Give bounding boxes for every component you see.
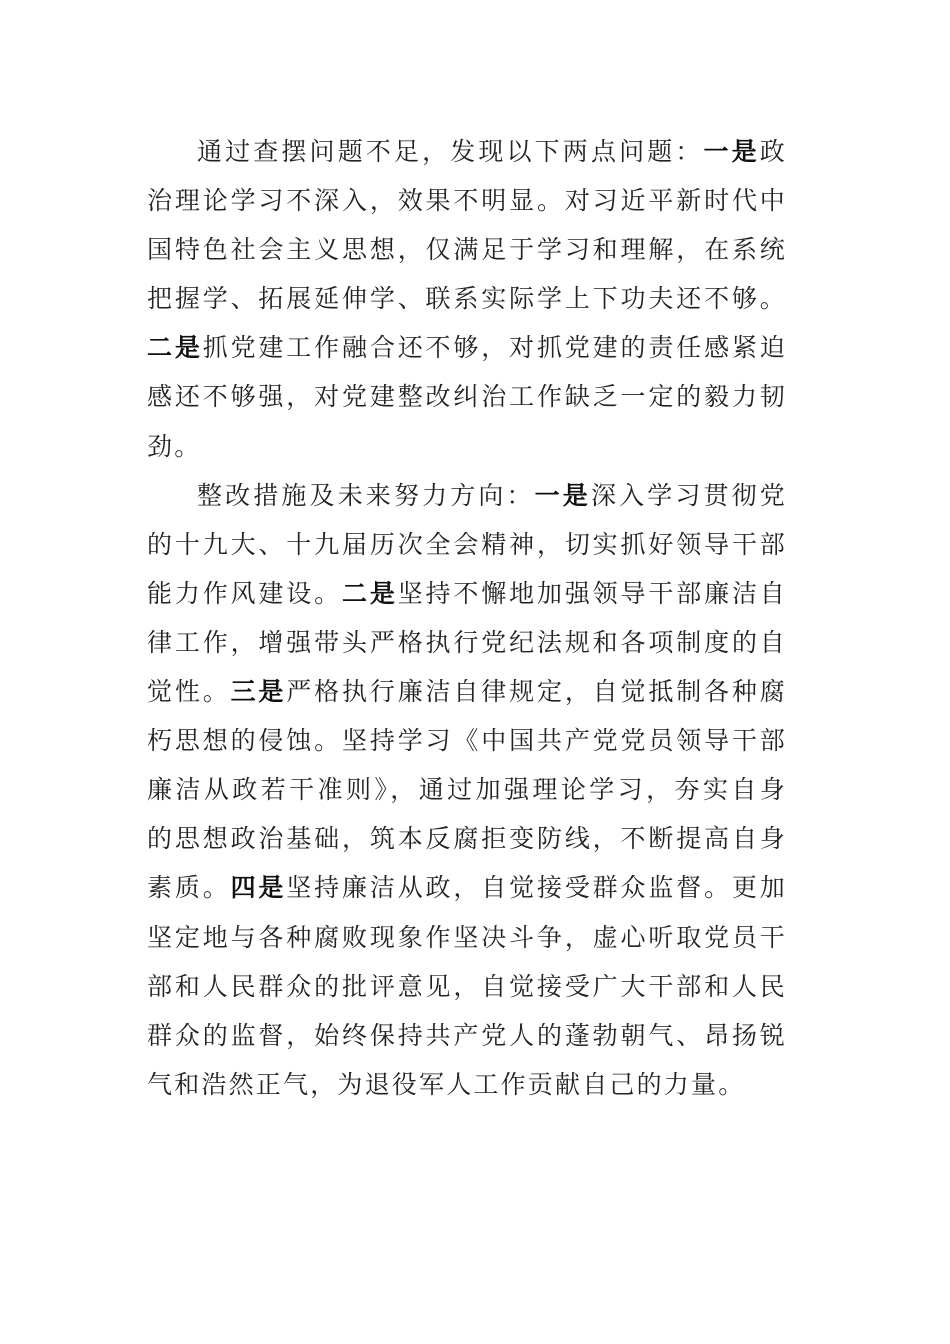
paragraph-problems-intro: 通过查摆问题不足，发现以下两点问题： (197, 137, 704, 166)
paragraph-measures (147, 471, 787, 1109)
paragraph-problems (147, 127, 787, 471)
lead-marker-one: 一是 (703, 137, 760, 166)
document-body (147, 127, 787, 1109)
paragraph-measures-intro: 整改措施及未来努力方向： (197, 480, 535, 510)
problem-one-text: 政治理论学习不深入，效果不明显。对习近平新时代中国特色社会主义思想，仅满足于学习和理解，在系统把握学、拓展延伸学、联系实际学上下功夫还不够。 (147, 137, 787, 314)
measure-four-text: 坚持廉洁从政，自觉接受群众监督。更加坚定地与各种腐败现象作坚决斗争，虚心听取党员干部和人民群众的批评意见，自觉接受广大干部和人民群众的监督，始终保持共产党人的蓬勃朝气、昂扬锐气和浩然正气，为退役军人工作贡献自己的力量。 (147, 873, 787, 1099)
lead-marker-three: 三是 (230, 677, 287, 707)
lead-marker-two: 二是 (341, 578, 398, 608)
measure-two-text: 坚持不懈地加强领导干部廉洁自律工作，增强带头严格执行党纪法规和各项制度的自觉性。 (147, 578, 787, 707)
problem-two-text: 抓党建工作融合还不够，对抓党建的责任感紧迫感还不够强，对党建整改纠治工作缺乏一定的毅力韧劲。 (147, 333, 788, 461)
lead-marker-one: 一是 (534, 480, 591, 510)
lead-marker-two: 二是 (147, 333, 203, 363)
measure-three-text: 严格执行廉洁自律规定，自觉抵制各种腐朽思想的侵蚀。坚持学习《中国共产党党员领导干部廉洁从政若干准则》，通过加强理论学习，夯实自身的思想政治基础，筑本反腐拒变防线，不断提高自身素质。 (147, 677, 787, 903)
lead-marker-four: 四是 (230, 873, 287, 903)
measure-one-text: 深入学习贯彻党的十九大、十九届历次全会精神，切实抓好领导干部能力作风建设。 (147, 480, 787, 608)
